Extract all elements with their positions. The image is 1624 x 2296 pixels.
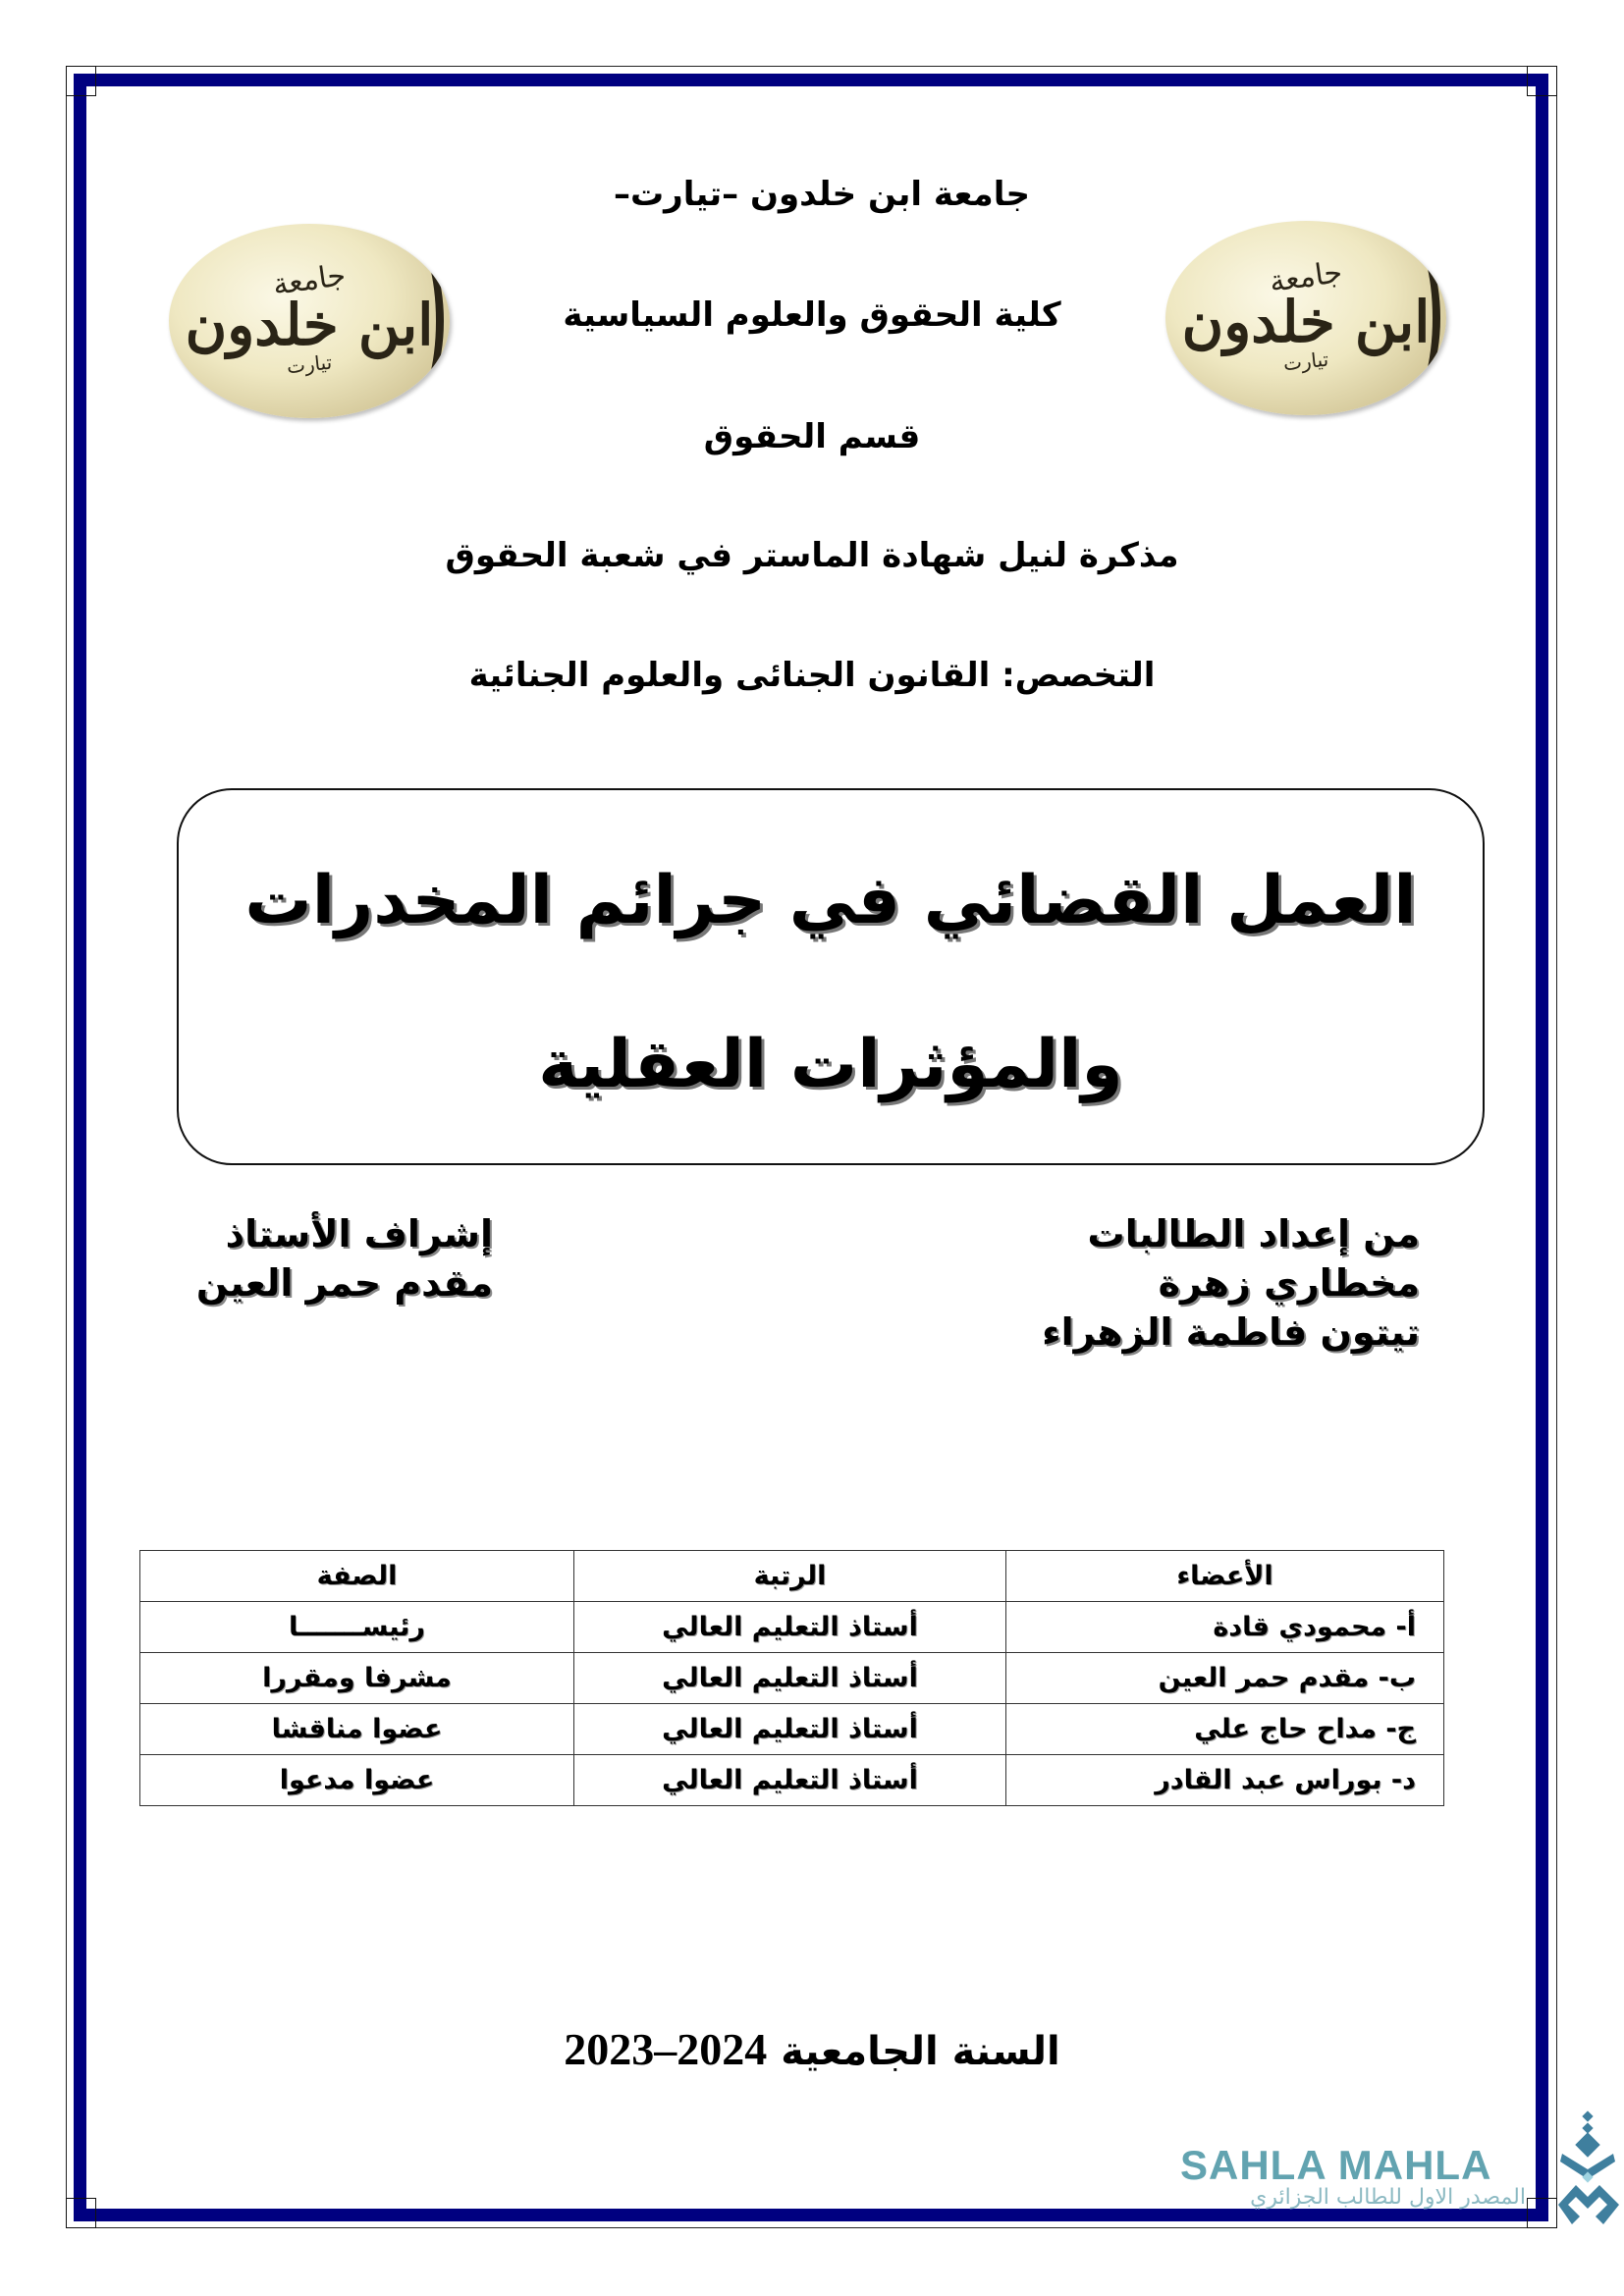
jury-role: عضوا مدعوا bbox=[140, 1755, 574, 1806]
logo-text-bottom: تيارت bbox=[1281, 347, 1330, 376]
logo-text-main: ابن خلدون bbox=[1181, 289, 1431, 355]
logo-text-top: جامعة bbox=[270, 257, 349, 303]
students-label: من إعداد الطالبات bbox=[1087, 1212, 1420, 1255]
thesis-title-line-1: العمل القضائي في جرائم المخدرات bbox=[244, 862, 1417, 939]
jury-role: مشرفا ومقررا bbox=[140, 1653, 574, 1704]
jury-member: د- بوراس عبد القادر bbox=[1006, 1755, 1444, 1806]
degree-statement: مذكرة لنيل شهادة الماستر في شعبة الحقوق bbox=[445, 536, 1179, 575]
jury-rank: أستاذ التعليم العالي bbox=[574, 1704, 1006, 1755]
supervisor-block bbox=[196, 1209, 493, 1308]
border-corner-ornament bbox=[66, 2198, 96, 2228]
jury-rank: أستاذ التعليم العالي bbox=[574, 1653, 1006, 1704]
watermark-logo-icon bbox=[1556, 2110, 1621, 2230]
thesis-title-line-2: والمؤثرات العقلية bbox=[538, 1026, 1123, 1103]
jury-member: ج- مداح حاج علي bbox=[1006, 1704, 1444, 1755]
jury-member: أ- محمودي قادة bbox=[1006, 1602, 1444, 1653]
watermark-brand: SAHLA MAHLA bbox=[1180, 2142, 1492, 2188]
academic-year-label: السنة الجامعية bbox=[781, 2029, 1060, 2074]
university-name: جامعة ابن خلدون –تيارت– bbox=[614, 175, 1030, 214]
jury-role: عضوا مناقشا bbox=[140, 1704, 574, 1755]
column-header-role: الصفة bbox=[140, 1551, 574, 1602]
jury-member: ب- مقدم حمر العين bbox=[1006, 1653, 1444, 1704]
specialization: التخصص: القانون الجنائى والعلوم الجنائية bbox=[468, 656, 1156, 695]
table-row bbox=[140, 1653, 1444, 1704]
jury-role: رئيســـــــا bbox=[140, 1602, 574, 1653]
border-corner-ornament bbox=[1527, 2198, 1557, 2228]
border-corner-ornament bbox=[66, 66, 96, 96]
supervisor-label: إشراف الأستاذ bbox=[225, 1212, 493, 1255]
academic-year bbox=[0, 2025, 1624, 2076]
watermark-tagline: المصدر الاول للطالب الجزائري bbox=[1250, 2185, 1526, 2210]
student-name: تيتون فاطمة الزهراء bbox=[1042, 1310, 1420, 1354]
students-block bbox=[1042, 1209, 1420, 1357]
table-row bbox=[140, 1602, 1444, 1653]
table-header-row bbox=[140, 1551, 1444, 1602]
academic-year-value: 2023–2024 bbox=[564, 2024, 768, 2074]
logo-text-top: جامعة bbox=[1267, 254, 1345, 300]
table-row bbox=[140, 1755, 1444, 1806]
logo-text-bottom: تيارت bbox=[285, 349, 334, 379]
supervisor-name: مقدم حمر العين bbox=[195, 1261, 493, 1305]
jury-rank: أستاذ التعليم العالي bbox=[574, 1755, 1006, 1806]
student-name: مخطاري زهرة bbox=[1158, 1261, 1420, 1305]
thesis-title-box bbox=[177, 788, 1485, 1165]
column-header-rank: الرتبة bbox=[574, 1551, 1006, 1602]
logo-text-main: ابن خلدون bbox=[185, 292, 434, 358]
faculty-name: كلية الحقوق والعلوم السياسية bbox=[563, 295, 1061, 335]
border-corner-ornament bbox=[1527, 66, 1557, 96]
department-name: قسم الحقوق bbox=[703, 417, 921, 456]
jury-rank: أستاذ التعليم العالي bbox=[574, 1602, 1006, 1653]
jury-table bbox=[139, 1550, 1444, 1806]
column-header-members: الأعضاء bbox=[1006, 1551, 1444, 1602]
table-row bbox=[140, 1704, 1444, 1755]
